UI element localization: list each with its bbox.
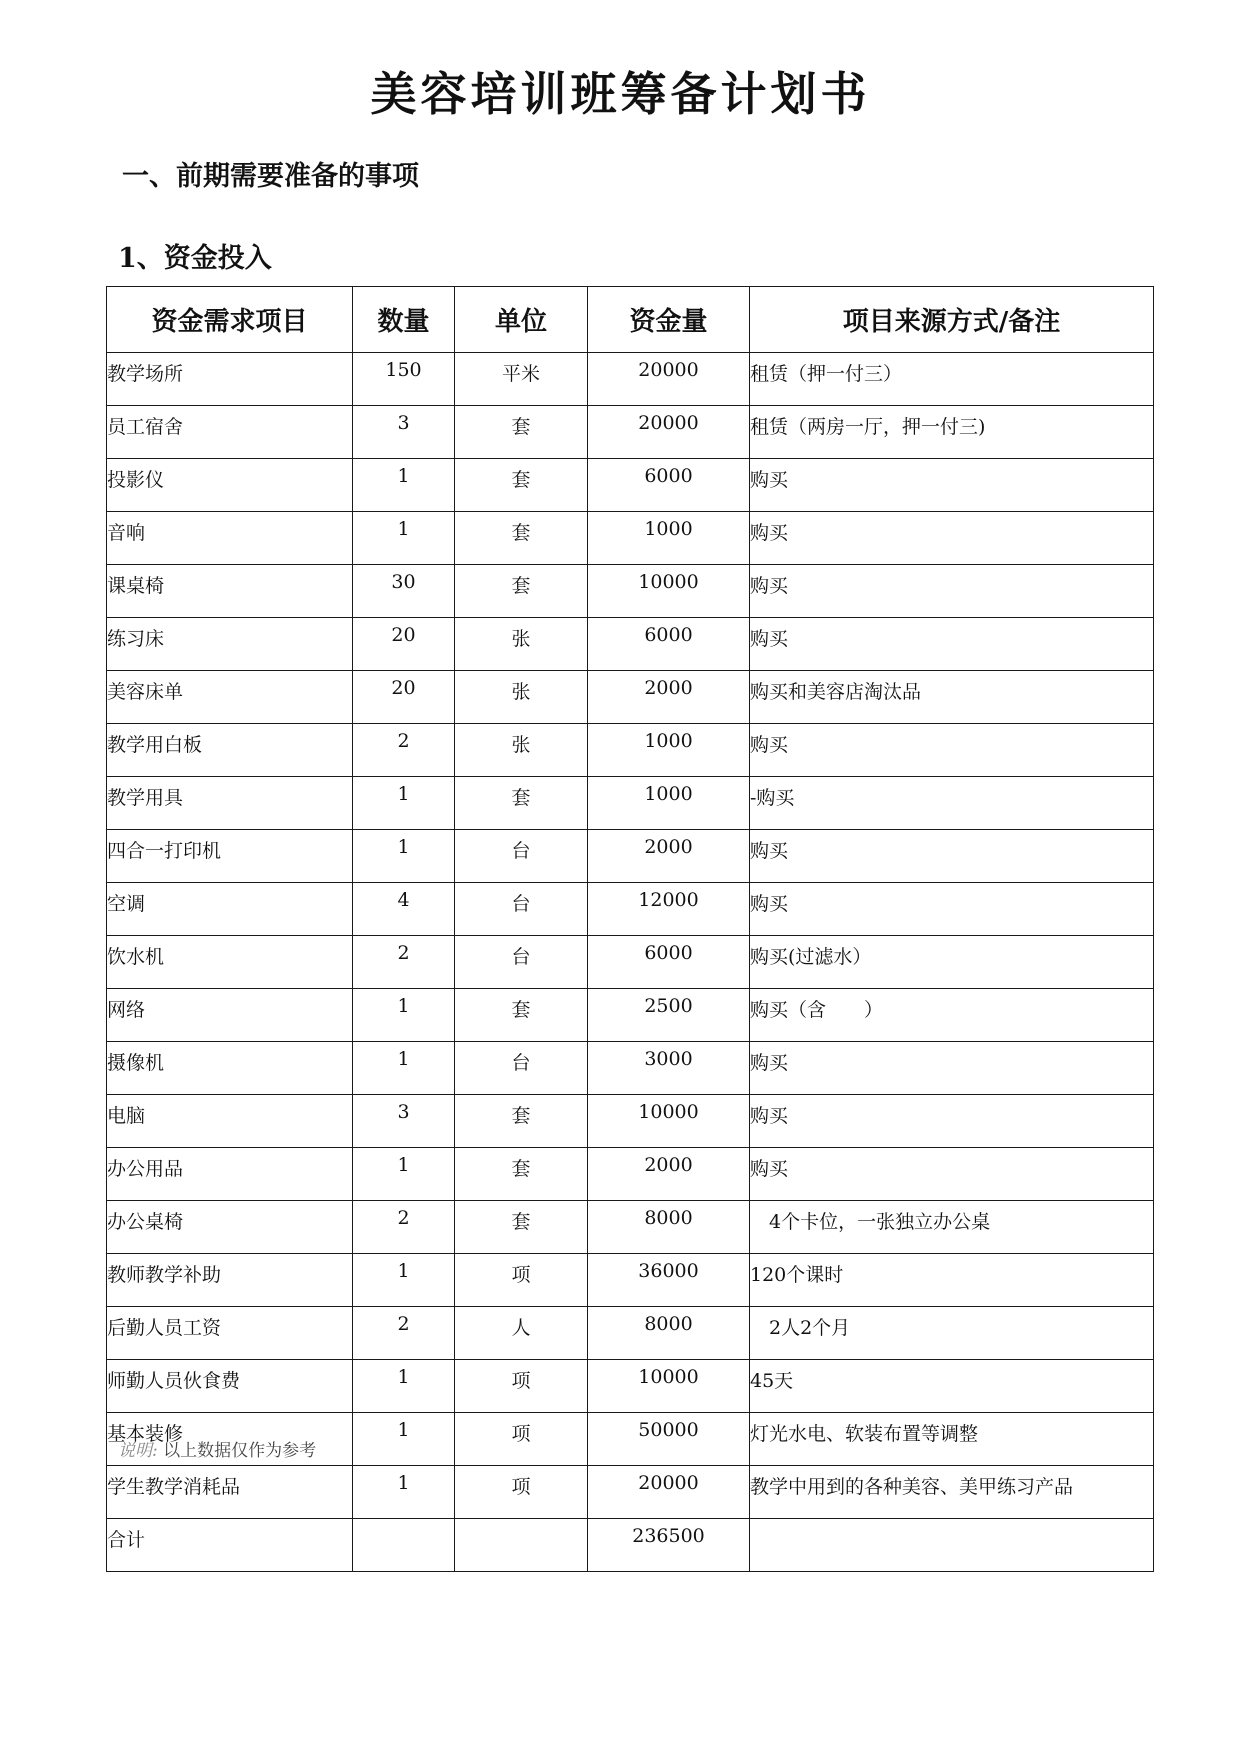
- cell-unit: 平米: [455, 353, 588, 406]
- cell-quantity: 1: [353, 777, 455, 830]
- cell-note: 2人2个月: [750, 1307, 1154, 1360]
- cell-unit: 张: [455, 671, 588, 724]
- cell-quantity: 1: [353, 1413, 455, 1466]
- cell-amount: 3000: [588, 1042, 750, 1095]
- table-row: [107, 671, 1154, 724]
- cell-note: 购买: [750, 1095, 1154, 1148]
- table-row: [107, 989, 1154, 1042]
- cell-item: 基本装修: [107, 1413, 353, 1466]
- cell-amount: 8000: [588, 1307, 750, 1360]
- table-row: [107, 724, 1154, 777]
- cell-note: 购买: [750, 883, 1154, 936]
- table-row: [107, 1042, 1154, 1095]
- footnote: [118, 1436, 316, 1461]
- cell-item: 摄像机: [107, 1042, 353, 1095]
- cell-item: 办公用品: [107, 1148, 353, 1201]
- section-heading: 一、前期需要准备的事项: [122, 161, 419, 192]
- cell-item: 音响: [107, 512, 353, 565]
- table-row: [107, 512, 1154, 565]
- cell-item: 教师教学补助: [107, 1254, 353, 1307]
- cell-amount: 1000: [588, 777, 750, 830]
- cell-amount: 12000: [588, 883, 750, 936]
- cell-quantity: 2: [353, 724, 455, 777]
- table-row: [107, 618, 1154, 671]
- cell-quantity: 2: [353, 936, 455, 989]
- cell-unit: 套: [455, 459, 588, 512]
- cell-quantity: 1: [353, 1360, 455, 1413]
- table-row: [107, 830, 1154, 883]
- cell-amount: 6000: [588, 459, 750, 512]
- cell-note: 购买: [750, 830, 1154, 883]
- table-row: [107, 565, 1154, 618]
- cell-item: 饮水机: [107, 936, 353, 989]
- budget-table: [106, 286, 1154, 1572]
- cell-quantity: 1: [353, 1042, 455, 1095]
- cell-item: 师勤人员伙食费: [107, 1360, 353, 1413]
- cell-quantity: 3: [353, 1095, 455, 1148]
- cell-quantity: 30: [353, 565, 455, 618]
- cell-note: 购买和美容店淘汰品: [750, 671, 1154, 724]
- header-item: 资金需求项目: [107, 287, 353, 353]
- cell-item: 员工宿舍: [107, 406, 353, 459]
- cell-note: 购买(过滤水）: [750, 936, 1154, 989]
- footnote-label: 说明:: [118, 1441, 158, 1461]
- table-row: [107, 1095, 1154, 1148]
- table-row: [107, 459, 1154, 512]
- subsection-heading: 1、资金投入: [118, 243, 272, 274]
- cell-item: 投影仪: [107, 459, 353, 512]
- table-row: [107, 1148, 1154, 1201]
- cell-unit: 套: [455, 1095, 588, 1148]
- cell-note: 购买: [750, 512, 1154, 565]
- cell-amount: 6000: [588, 618, 750, 671]
- cell-note: 租赁（押一付三）: [750, 353, 1154, 406]
- table-row: [107, 353, 1154, 406]
- cell-note: 灯光水电、软装布置等调整: [750, 1413, 1154, 1466]
- table-row: [107, 1466, 1154, 1519]
- table-row: [107, 1307, 1154, 1360]
- cell-amount: 1000: [588, 512, 750, 565]
- cell-item: 后勤人员工资: [107, 1307, 353, 1360]
- cell-quantity: 1: [353, 512, 455, 565]
- cell-amount: 8000: [588, 1201, 750, 1254]
- cell-unit: 项: [455, 1413, 588, 1466]
- cell-quantity: 1: [353, 1148, 455, 1201]
- header-amount: 资金量: [588, 287, 750, 353]
- cell-quantity: 1: [353, 830, 455, 883]
- cell-amount: 2000: [588, 830, 750, 883]
- cell-amount: 10000: [588, 1095, 750, 1148]
- cell-note: 租赁（两房一厅，押一付三): [750, 406, 1154, 459]
- cell-quantity: 1: [353, 459, 455, 512]
- cell-note: 教学中用到的各种美容、美甲练习产品: [750, 1466, 1154, 1519]
- cell-amount: 10000: [588, 565, 750, 618]
- cell-item: 空调: [107, 883, 353, 936]
- table-row: [107, 1201, 1154, 1254]
- cell-item: 教学用具: [107, 777, 353, 830]
- total-quantity-empty: [353, 1519, 455, 1572]
- cell-amount: 20000: [588, 1466, 750, 1519]
- cell-note: 120个课时: [750, 1254, 1154, 1307]
- cell-note: 购买: [750, 459, 1154, 512]
- cell-amount: 2500: [588, 989, 750, 1042]
- cell-unit: 台: [455, 883, 588, 936]
- cell-amount: 6000: [588, 936, 750, 989]
- table-body: [107, 353, 1154, 1572]
- cell-unit: 台: [455, 936, 588, 989]
- cell-amount: 2000: [588, 1148, 750, 1201]
- cell-unit: 项: [455, 1360, 588, 1413]
- table-row: [107, 1254, 1154, 1307]
- cell-unit: 张: [455, 724, 588, 777]
- cell-quantity: 1: [353, 989, 455, 1042]
- cell-note: -购买: [750, 777, 1154, 830]
- cell-unit: 项: [455, 1466, 588, 1519]
- cell-note: 购买（含 ）: [750, 989, 1154, 1042]
- cell-amount: 50000: [588, 1413, 750, 1466]
- cell-item: 网络: [107, 989, 353, 1042]
- cell-quantity: 1: [353, 1466, 455, 1519]
- cell-amount: 1000: [588, 724, 750, 777]
- cell-item: 四合一打印机: [107, 830, 353, 883]
- cell-unit: 套: [455, 406, 588, 459]
- cell-item: 学生教学消耗品: [107, 1466, 353, 1519]
- cell-unit: 套: [455, 989, 588, 1042]
- cell-note: 购买: [750, 724, 1154, 777]
- cell-item: 电脑: [107, 1095, 353, 1148]
- cell-unit: 台: [455, 830, 588, 883]
- cell-quantity: 20: [353, 618, 455, 671]
- cell-item: 办公桌椅: [107, 1201, 353, 1254]
- header-unit: 单位: [455, 287, 588, 353]
- footnote-text: 以上数据仅作为参考: [163, 1441, 317, 1461]
- cell-note: 4个卡位，一张独立办公桌: [750, 1201, 1154, 1254]
- cell-item: 教学场所: [107, 353, 353, 406]
- cell-item: 美容床单: [107, 671, 353, 724]
- cell-quantity: 4: [353, 883, 455, 936]
- cell-item: 练习床: [107, 618, 353, 671]
- table-row: [107, 1360, 1154, 1413]
- table-row: [107, 936, 1154, 989]
- cell-amount: 36000: [588, 1254, 750, 1307]
- cell-unit: 套: [455, 1148, 588, 1201]
- header-quantity: 数量: [353, 287, 455, 353]
- cell-amount: 20000: [588, 406, 750, 459]
- cell-quantity: 20: [353, 671, 455, 724]
- cell-unit: 台: [455, 1042, 588, 1095]
- document-title: 美容培训班筹备计划书: [370, 67, 871, 121]
- cell-unit: 套: [455, 565, 588, 618]
- cell-item: 教学用白板: [107, 724, 353, 777]
- cell-unit: 张: [455, 618, 588, 671]
- cell-unit: 项: [455, 1254, 588, 1307]
- cell-amount: 20000: [588, 353, 750, 406]
- cell-note: 购买: [750, 565, 1154, 618]
- total-label: 合计: [107, 1519, 353, 1572]
- total-note-empty: [750, 1519, 1154, 1572]
- total-amount: 236500: [588, 1519, 750, 1572]
- cell-quantity: 150: [353, 353, 455, 406]
- table-row: [107, 883, 1154, 936]
- cell-unit: 人: [455, 1307, 588, 1360]
- header-note: 项目来源方式/备注: [750, 287, 1154, 353]
- cell-unit: 套: [455, 1201, 588, 1254]
- cell-item: 课桌椅: [107, 565, 353, 618]
- table-row: [107, 777, 1154, 830]
- cell-note: 购买: [750, 1148, 1154, 1201]
- cell-note: 购买: [750, 1042, 1154, 1095]
- cell-quantity: 2: [353, 1307, 455, 1360]
- table-header-row: [107, 287, 1154, 353]
- cell-note: 45天: [750, 1360, 1154, 1413]
- cell-unit: 套: [455, 512, 588, 565]
- cell-quantity: 1: [353, 1254, 455, 1307]
- cell-unit: 套: [455, 777, 588, 830]
- cell-quantity: 2: [353, 1201, 455, 1254]
- cell-amount: 10000: [588, 1360, 750, 1413]
- table-row: [107, 406, 1154, 459]
- cell-note: 购买: [750, 618, 1154, 671]
- table-total-row: [107, 1519, 1154, 1572]
- cell-amount: 2000: [588, 671, 750, 724]
- total-unit-empty: [455, 1519, 588, 1572]
- cell-quantity: 3: [353, 406, 455, 459]
